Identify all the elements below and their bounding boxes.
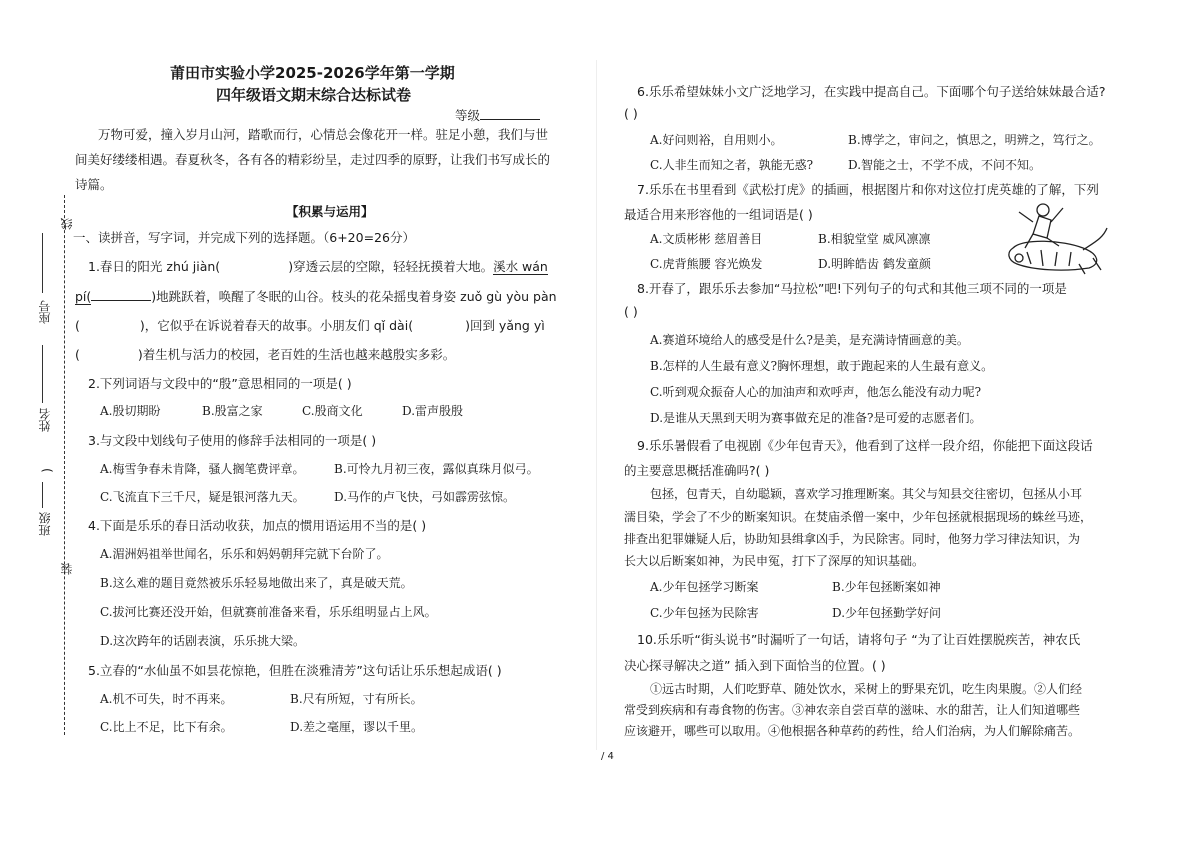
q6-stem: 6.乐乐希望妹妹小文广泛地学习，在实践中提高自己。下面哪个句子送给妹妹最合适? xyxy=(637,84,1106,99)
grade-blank xyxy=(480,107,540,120)
q8-option-a[interactable]: A.赛道环境给人的感受是什么?是美，是充满诗情画意的美。 xyxy=(650,333,969,347)
wusong-tiger-illustration xyxy=(1003,198,1111,276)
q5-option-c[interactable]: C.比上不足，比下有余。 xyxy=(100,720,233,734)
sidebar-class-label: 班级 xyxy=(38,512,52,536)
q2-option-b[interactable]: B.殷富之家 xyxy=(202,404,263,418)
q9-passage-line-1: 包拯，包青天，自幼聪颖，喜欢学习推理断案。其父与知县交往密切，包拯从小耳 xyxy=(650,487,1083,501)
intro-line-1: 万物可爱，撞入岁月山河，踏歌而行，心情总会像花开一样。驻足小憩，我们与世 xyxy=(98,127,549,142)
q6-option-c[interactable]: C.人非生而知之者，孰能无惑? xyxy=(650,158,814,172)
q1-line-1 xyxy=(88,257,548,275)
seat-blank xyxy=(42,233,43,293)
q1-text: 1.春日的阳光 zhú jiàn( xyxy=(88,259,221,274)
q1-heading: 一、读拼音，写字词，并完成下列的选择题。（6+20=26分） xyxy=(73,230,415,245)
q4-option-b[interactable]: B.这么难的题目竟然被乐乐轻易地做出来了，真是破天荒。 xyxy=(100,576,413,590)
q3-option-a[interactable]: A.梅雪争春未肯降，骚人搁笔费评章。 xyxy=(100,462,305,476)
q1-line-2 xyxy=(75,286,557,305)
q1-text: ( xyxy=(75,318,80,333)
q9-passage-line-2: 濡目染，学会了不少的断案知识。在焚庙杀僧一案中，少年包拯就根据现场的蛛丝马迹， xyxy=(624,510,1093,524)
q5-option-a[interactable]: A.机不可失，时不再来。 xyxy=(100,692,233,706)
intro-line-2: 间美好缕缕相遇。春夏秋冬，各有各的精彩纷呈，走过四季的原野，让我们书写成长的 xyxy=(75,152,551,167)
q2-option-a[interactable]: A.殷切期盼 xyxy=(100,404,161,418)
grade-field xyxy=(455,106,540,124)
q9-option-d[interactable]: D.少年包拯勤学好问 xyxy=(832,606,942,620)
q8-stem: 8.开春了，跟乐乐去参加“马拉松”吧!下列句子的句式和其他三项不同的一项是 xyxy=(637,281,1067,296)
page-number: / 4 xyxy=(601,751,614,762)
q8-option-c[interactable]: C.听到观众振奋人心的加油声和欢呼声，他怎么能没有动力呢? xyxy=(650,385,982,399)
q9-option-b[interactable]: B.少年包拯断案如神 xyxy=(832,580,941,594)
q3-option-b[interactable]: B.可怜九月初三夜，露似真珠月似弓。 xyxy=(334,462,539,476)
q8-option-d[interactable]: D.是谁从天黑到天明为赛事做充足的准备?是可爱的志愿者们。 xyxy=(650,411,982,425)
q2-option-d[interactable]: D.雷声殷殷 xyxy=(402,404,464,418)
q5-stem: 5.立春的“水仙虽不如昙花惊艳，但胜在淡雅清芳”这句话让乐乐想起成语( ) xyxy=(88,663,502,678)
exam-subtitle: 四年级语文期末综合达标试卷 xyxy=(216,86,412,104)
sidebar-seat-label: 座号 xyxy=(38,300,52,324)
intro-line-3: 诗篇。 xyxy=(75,177,113,192)
q6-option-a[interactable]: A.好问则裕，自用则小。 xyxy=(650,133,783,147)
sidebar-paren: ) xyxy=(40,468,54,473)
q10-passage-line-2: 常受到疾病和有毒食物的伤害。③神农亲自尝百草的滋味、水的甜苦，让人们知道哪些 xyxy=(624,703,1081,717)
q7-option-d[interactable]: D.明眸皓齿 鹤发童颜 xyxy=(818,257,931,271)
q4-option-c[interactable]: C.拔河比赛还没开始，但就赛前准备来看，乐乐组明显占上风。 xyxy=(100,605,437,619)
q7-stem: 7.乐乐在书里看到《武松打虎》的插画，根据图片和你对这位打虎英雄的了解，下列 xyxy=(637,182,1099,197)
grade-label: 等级 xyxy=(455,108,481,123)
q1-text: )着生机与活力的校园，老百姓的生活也越来越殷实多彩。 xyxy=(137,347,456,362)
sidebar-name-label: 姓名 xyxy=(38,408,52,432)
q1-text: )回到 yǎng yì xyxy=(465,318,545,333)
q3-stem: 3.与文段中划线句子使用的修辞手法相同的一项是( ) xyxy=(88,433,377,448)
q1-line-4 xyxy=(75,345,455,363)
q5-option-b[interactable]: B.尺有所短，寸有所长。 xyxy=(290,692,423,706)
q1-text: ( xyxy=(75,347,80,362)
q10-stem: 10.乐乐听“街头说书”时漏听了一句话，请将句子 “为了让百姓摆脱疾苦，神农氏 xyxy=(637,632,1081,647)
q1-text: )，它似乎在诉说着春天的故事。小朋友们 qǐ dài( xyxy=(139,318,414,333)
q7-stem-2: 最适合用来形容他的一组词语是( ) xyxy=(624,207,813,222)
q10-passage-line-1: ①远古时期，人们吃野草、随处饮水，采树上的野果充饥，吃生肉果腹。②人们经 xyxy=(650,682,1083,696)
q9-stem-2: 的主要意思概括准确吗?( ) xyxy=(624,463,770,478)
name-blank xyxy=(42,345,43,403)
q7-option-a[interactable]: A.文质彬彬 慈眉善目 xyxy=(650,232,763,246)
q9-passage-line-4: 长大以后断案如神，为民申冤，打下了深厚的知识基础。 xyxy=(624,554,925,568)
underlined-text: pí( xyxy=(75,289,92,304)
answer-blank[interactable] xyxy=(91,286,151,301)
q2-option-c[interactable]: C.殷商文化 xyxy=(302,404,363,418)
q4-option-a[interactable]: A.湄洲妈祖举世闻名，乐乐和妈妈朝拜完就下台阶了。 xyxy=(100,547,389,561)
q10-passage-line-3: 应该避开，哪些可以取用。④他根据各种草药的药性，给人们治病，为人们解除痛苦。 xyxy=(624,724,1081,738)
q6-answer-paren[interactable]: ( ) xyxy=(624,106,638,121)
q9-stem: 9.乐乐暑假看了电视剧《少年包青天》，他看到了这样一段介绍，你能把下面这段话 xyxy=(637,438,1093,453)
q7-option-b[interactable]: B.相貌堂堂 威风凛凛 xyxy=(818,232,931,246)
q4-option-d[interactable]: D.这次跨年的话剧表演，乐乐挑大梁。 xyxy=(100,634,306,648)
q7-option-c[interactable]: C.虎背熊腰 容光焕发 xyxy=(650,257,763,271)
q9-option-c[interactable]: C.少年包拯为民除害 xyxy=(650,606,759,620)
q8-answer-paren[interactable]: ( ) xyxy=(624,304,638,319)
q4-stem: 4.下面是乐乐的春日活动收获，加点的惯用语运用不当的是( ) xyxy=(88,518,427,533)
q5-option-d[interactable]: D.差之毫厘，谬以千里。 xyxy=(290,720,424,734)
q10-stem-2: 决心探寻解决之道” 插入到下面恰当的位置。( ) xyxy=(624,658,886,673)
section-title: 【积累与运用】 xyxy=(286,204,374,219)
q1-text: )穿透云层的空隙，轻轻抚摸着大地。 xyxy=(288,259,494,274)
q2-stem: 2.下列词语与文段中的“殷”意思相同的一项是( ) xyxy=(88,376,352,391)
q1-text: )地跳跃着，唤醒了冬眠的山谷。枝头的花朵摇曳着身姿 zuǒ gù yòu pàn xyxy=(151,289,557,304)
q8-option-b[interactable]: B.怎样的人生最有意义?胸怀理想，敢于跑起来的人生最有意义。 xyxy=(650,359,994,373)
q9-passage-line-3: 排查出犯罪嫌疑人后，协助知县缉拿凶手，为民除害。同时，他努力学习律法知识，为 xyxy=(624,532,1081,546)
q9-option-a[interactable]: A.少年包拯学习断案 xyxy=(650,580,759,594)
column-divider xyxy=(596,60,597,750)
q3-option-c[interactable]: C.飞流直下三千尺，疑是银河落九天。 xyxy=(100,490,305,504)
q6-option-b[interactable]: B.博学之，审问之，慎思之，明辨之，笃行之。 xyxy=(848,133,1101,147)
sidebar-bind-label: 装 xyxy=(60,563,74,575)
class-blank xyxy=(42,482,43,508)
sidebar-line-label: 线 xyxy=(60,218,74,230)
q6-option-d[interactable]: D.智能之士，不学不成，不问不知。 xyxy=(848,158,1042,172)
exam-title: 莆田市实验小学2025-2026学年第一学期 xyxy=(170,64,455,82)
q3-option-d[interactable]: D.马作的卢飞快，弓如霹雳弦惊。 xyxy=(334,490,516,504)
binding-line xyxy=(64,195,65,735)
q1-line-3 xyxy=(75,316,545,334)
underlined-text: 溪水 wán xyxy=(493,259,548,274)
